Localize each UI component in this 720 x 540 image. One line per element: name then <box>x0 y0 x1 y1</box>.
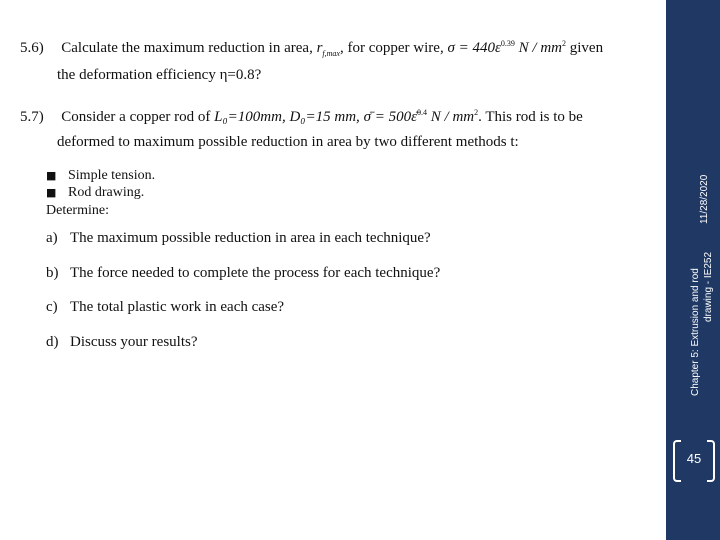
chapter-title-line-1: Chapter 5: Extrusion and rod <box>690 268 701 396</box>
r-subscript: f,max <box>322 49 340 58</box>
content-edge-strip <box>647 0 666 540</box>
page-number-badge <box>673 440 715 480</box>
question-label: a) <box>46 230 58 246</box>
method-label: Simple tension. <box>68 168 156 183</box>
units: N / mm <box>427 109 475 125</box>
problem-5-6-line-2: the deformation efficiency η=0.8? <box>57 67 262 83</box>
problem-5-7-line-1 <box>20 104 583 126</box>
exponent: 0.39 <box>500 39 515 48</box>
sigma-symbol: σ <box>447 40 455 56</box>
question-text: Discuss your results? <box>70 334 198 350</box>
units-exponent: 2 <box>474 108 479 117</box>
flow-equation: = 440ε <box>454 40 501 56</box>
r-symbol: r <box>316 40 323 56</box>
bullet-icon: ■ <box>46 186 57 199</box>
question-item <box>46 229 431 247</box>
sigma-bar-symbol: σ̄ <box>363 109 371 125</box>
determine-label: Determine: <box>46 203 109 218</box>
question-text: The maximum possible reduction in area in each technique? <box>70 230 431 246</box>
question-label: d) <box>46 334 59 350</box>
problem-number: 5.7) <box>20 109 44 125</box>
page-number: 45 <box>686 451 702 466</box>
problem-number: 5.6) <box>20 40 44 56</box>
problem-5-6-line-1 <box>20 35 603 63</box>
problem-text: , for copper wire, <box>339 40 448 56</box>
slide-date: 11/28/2020 <box>699 174 710 224</box>
problem-5-7-line-2: deformed to maximum possible reduction in area by two different methods t: <box>57 134 519 150</box>
problem-text: Consider a copper rod of <box>61 109 215 125</box>
method-item <box>46 185 144 201</box>
bullet-icon: ■ <box>46 169 57 182</box>
problem-text: . This rod is to be <box>478 109 583 125</box>
question-text: The force needed to complete the process for each technique? <box>70 265 441 281</box>
problem-text: given <box>566 40 604 56</box>
method-item <box>46 168 155 184</box>
question-label: b) <box>46 265 59 281</box>
question-item <box>46 264 440 282</box>
question-text: The total plastic work in each case? <box>70 299 285 315</box>
question-label: c) <box>46 299 58 315</box>
flow-equation: = 500ε̄ <box>370 109 418 125</box>
chapter-title-line-2: drawing - IE252 <box>703 251 714 322</box>
rod-dimensions: L₀=100mm, D₀=15 mm, <box>214 109 364 125</box>
question-item <box>46 298 284 316</box>
units-exponent: 2 <box>562 39 566 48</box>
method-label: Rod drawing. <box>68 185 145 200</box>
exponent: 0.4 <box>417 108 428 117</box>
question-item <box>46 333 198 351</box>
units: N / mm <box>514 40 562 56</box>
problem-text: Calculate the maximum reduction in area, <box>61 40 317 56</box>
